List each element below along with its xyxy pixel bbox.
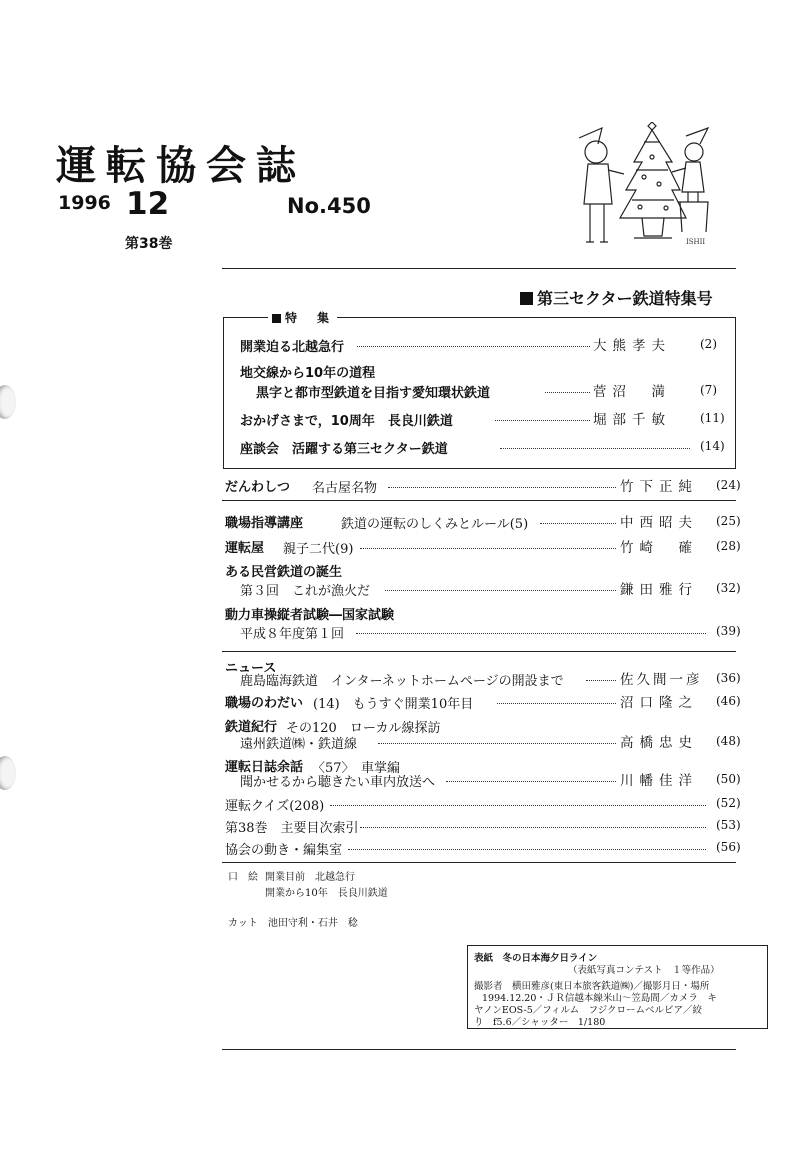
section-rule — [222, 500, 736, 501]
special-issue-title: 第三セクター鉄道特集号 — [537, 289, 713, 308]
section-rule — [222, 862, 736, 863]
toc-author: 沼口隆之 — [620, 695, 698, 711]
page-number: (53) — [716, 818, 741, 832]
leader-dots — [360, 827, 706, 828]
cover-detail: 撮影者 横田雅彦(東日本旅客鉄道㈱)／撮影月日・場所 — [474, 981, 710, 992]
page-number: (32) — [716, 581, 741, 595]
leader-dots — [357, 346, 590, 347]
toc-subtitle: 名古屋名物 — [312, 481, 378, 496]
issue-month: 12 — [126, 186, 170, 222]
leader-dots — [495, 420, 590, 421]
leader-dots — [446, 781, 616, 782]
feature-author: 堀部千敏 — [593, 412, 671, 428]
toc-title: 動力車操縦者試験―国家試験 — [225, 608, 395, 623]
toc-author: 川幡佳洋 — [620, 773, 698, 789]
toc-title: 職場指導講座 — [225, 516, 304, 531]
frontispiece-line: 開業から10年 長良川鉄道 — [265, 888, 388, 899]
page-number: (24) — [716, 478, 741, 492]
magazine-title: 運転協会誌 — [56, 143, 306, 189]
cover-heading: 表紙 冬の日本海夕日ライン — [474, 953, 598, 964]
toc-author: 中西昭夫 — [620, 515, 698, 531]
toc-author: 佐久間一彦 — [620, 672, 703, 688]
toc-title: 協会の動き・編集室 — [225, 843, 343, 858]
page-number: (7) — [700, 383, 717, 397]
leader-dots — [360, 548, 616, 549]
toc-subtitle-2: 聞かせるから聴きたい車内放送へ — [240, 775, 436, 790]
binder-hole — [0, 756, 16, 790]
page-number: (25) — [716, 514, 741, 528]
frontispiece-line: 開業目前 北越急行 — [265, 872, 355, 883]
toc-subtitle-2: 遠州鉄道㈱・鉄道線 — [240, 737, 358, 752]
issue-year: 1996 — [58, 192, 111, 214]
leader-dots — [348, 849, 706, 850]
feature-title: 座談会 活躍する第三セクター鉄道 — [240, 442, 448, 457]
volume-number: 第38巻 — [125, 236, 173, 252]
toc-title: 鉄道紀行 — [225, 720, 278, 735]
square-bullet-icon — [272, 314, 281, 323]
leader-dots — [586, 680, 616, 681]
toc-title: 運転日誌余話 — [225, 760, 304, 775]
toc-title: だんわしつ — [225, 480, 291, 495]
toc-author: 高橋忠史 — [620, 735, 698, 751]
feature-author: 菅沼 満 — [593, 384, 671, 400]
cover-award: （表紙写真コンテスト １等作品） — [568, 965, 720, 976]
leader-dots — [500, 448, 690, 449]
binder-hole — [0, 385, 16, 419]
page-number: (28) — [716, 539, 741, 553]
leader-dots — [388, 487, 616, 488]
toc-subtitle: 鹿島臨海鉄道 インターネットホームページの開設まで — [240, 674, 564, 689]
feature-label: 特 集 — [268, 309, 337, 326]
cover-detail: ヤノンEOS-5／フィルム フジクロームベルビア／絞 — [474, 1005, 703, 1016]
leader-dots — [356, 633, 706, 634]
leader-dots — [540, 523, 616, 524]
feature-title: 開業迫る北越急行 — [240, 340, 345, 355]
feature-title: おかげさまで，10周年 長良川鉄道 — [240, 414, 453, 429]
page-number: (11) — [700, 411, 725, 425]
leader-dots — [385, 590, 616, 591]
toc-subtitle: (14) もうすぐ開業10年目 — [313, 697, 474, 712]
illustration-signature: ISHII — [686, 238, 706, 246]
leader-dots — [330, 805, 706, 806]
toc-title: 運転クイズ(208) — [225, 799, 325, 814]
christmas-illustration — [574, 122, 724, 247]
page-number: (50) — [716, 772, 741, 786]
feature-author: 大熊孝夫 — [593, 338, 671, 354]
cover-detail: 1994.12.20・ＪＲ信越本線米山～笠島間／カメラ キ — [482, 993, 717, 1004]
leader-dots — [545, 392, 590, 393]
cover-info-box — [467, 945, 768, 1029]
toc-subtitle: 第３回 これが漁火だ — [240, 584, 371, 599]
toc-title: ニュース — [225, 661, 277, 676]
leader-dots — [378, 743, 616, 744]
cut-credit: カット 池田守利・石井 稔 — [228, 918, 358, 929]
page-number: (46) — [716, 694, 741, 708]
cover-detail: り f5.6／シャッター 1/180 — [474, 1017, 606, 1028]
toc-author: 竹下正純 — [620, 479, 698, 495]
page-number: (48) — [716, 734, 741, 748]
toc-subtitle: 〈57〉 車掌編 — [312, 761, 401, 776]
page-number: (52) — [716, 796, 741, 810]
footer-rule — [222, 1049, 736, 1050]
toc-title: 運転屋 — [225, 541, 265, 556]
feature-title: 地交線から10年の道程 — [240, 366, 376, 381]
page-number: (14) — [700, 439, 725, 453]
toc-author: 竹崎 確 — [620, 540, 698, 556]
page-number: (56) — [716, 840, 741, 854]
section-rule — [222, 651, 736, 652]
toc-title: 職場のわだい — [225, 696, 304, 711]
toc-title: 第38巻 主要目次索引 — [225, 821, 359, 836]
special-issue-heading — [520, 286, 713, 309]
page-number: (39) — [716, 624, 741, 638]
leader-dots — [497, 703, 616, 704]
page-number: (2) — [700, 337, 717, 351]
square-bullet-icon — [520, 292, 533, 305]
issue-number: No.450 — [287, 194, 371, 218]
toc-author: 鎌田雅行 — [620, 582, 698, 598]
feature-subtitle: 黒字と都市型鉄道を目指す愛知環状鉄道 — [256, 386, 491, 401]
toc-subtitle: 鉄道の運転のしくみとルール(5) — [341, 517, 529, 532]
toc-subtitle: 平成８年度第１回 — [240, 627, 345, 642]
frontispiece-label: 口 絵 — [228, 872, 258, 883]
toc-subtitle: 親子二代(9) — [283, 542, 354, 557]
toc-title: ある民営鉄道の誕生 — [225, 565, 343, 580]
toc-subtitle: その120 ローカル線探訪 — [286, 721, 441, 736]
header-rule — [222, 268, 736, 269]
page-number: (36) — [716, 671, 741, 685]
